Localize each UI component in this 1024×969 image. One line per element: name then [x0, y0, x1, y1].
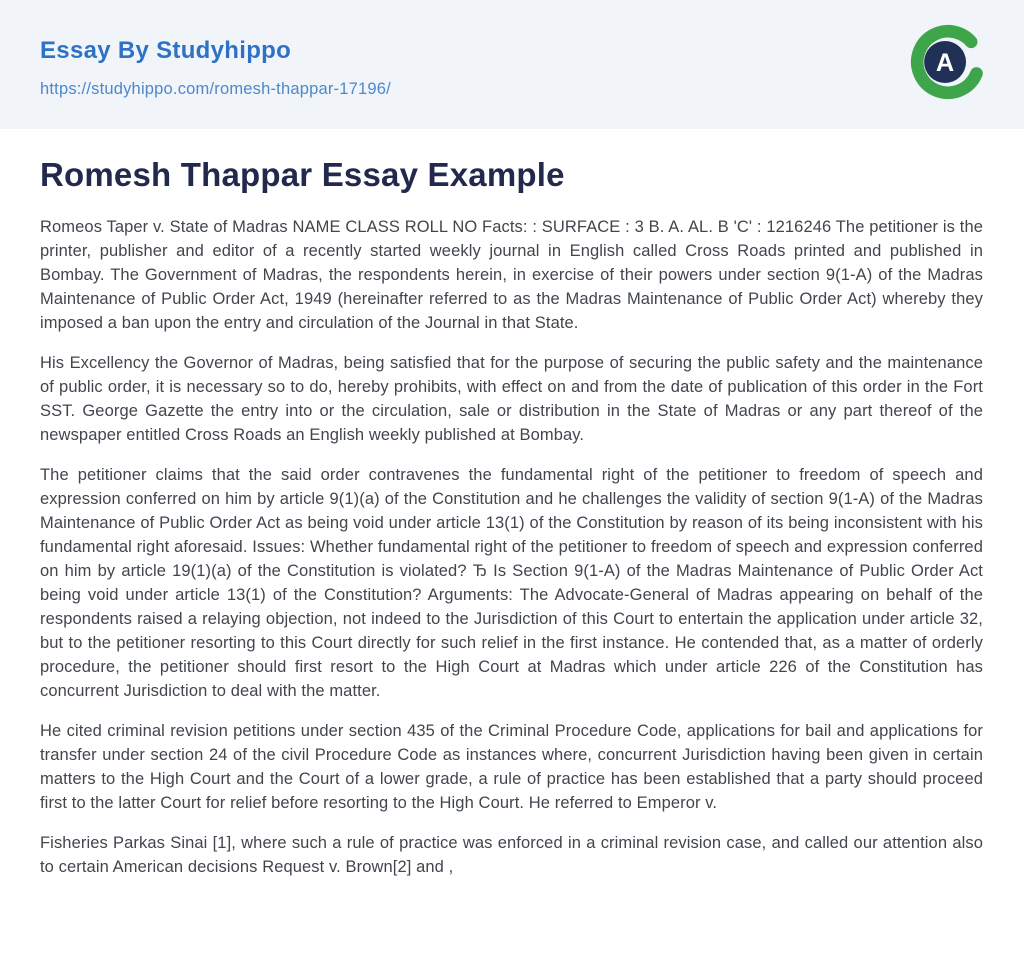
- logo-graphic: [909, 23, 987, 101]
- article-paragraphs: [40, 215, 983, 879]
- studyhippo-logo-icon: [909, 23, 987, 101]
- source-url-link[interactable]: https://studyhippo.com/romesh-thappar-17196/: [40, 80, 391, 99]
- page-header: [0, 0, 1024, 129]
- paragraph: The petitioner claims that the said order contravenes the fundamental right of the petitioner to freedom of speech and expression conferred on him by article 9(1)(a) of the Constitution and he challenges the validity of section 9(1-A) of the Madras Maintenance of Public Order Act as being void under article 13(1) of the Constitution by reason of its being inconsistent with his fundamental right aforesaid. Issues: Whether fundamental right of the petitioner to freedom of speech and expression conferred on him by article 19(1)(a) of the Constitution is violated? Ђ Is Section 9(1-A) of the Madras Maintenance of Public Order Act being void under article 13(1) of the Constitution? Arguments: The Advocate-General of Madras appearing on behalf of the respondents raised a relaying objection, not indeed to the Jurisdiction of this Court to entertain the application under article 32, but to the petitioner resorting to this Court directly for such relief in the first instance. He contended that, as a matter of orderly procedure, the petitioner should first resort to the High Court at Madras which under article 226 of the Constitution has concurrent Jurisdiction to deal with the matter.: [40, 465, 983, 700]
- page-title: Romesh Thappar Essay Example: [40, 156, 565, 193]
- paragraph: Romeos Taper v. State of Madras NAME CLASS ROLL NO Facts: : SURFACE : 3 B. A. AL. B 'C' : 1216246 The petitioner is the printer, publisher and editor of a recently started weekly journal in English called Cross Roads printed and published in Bombay. The Government of Madras, the respondents herein, in exercise of their powers under section 9(1-A) of the Madras Maintenance of Public Order Act, 1949 (hereinafter referred to as the Madras Maintenance of Public Order Act) whereby they imposed a ban upon the entry and circulation of the Journal in that State.: [40, 217, 983, 332]
- paragraph: Fisheries Parkas Sinai [1], where such a rule of practice was enforced in a criminal revision case, and called our attention also to certain American decisions Request v. Brown[2] and ,: [40, 833, 983, 876]
- site-title: Essay By Studyhippo: [40, 37, 292, 64]
- paragraph: He cited criminal revision petitions under section 435 of the Criminal Procedure Code, applications for bail and applications for transfer under section 24 of the civil Procedure Code as instances where, concurrent Jurisdiction having been given in certain matters to the High Court and the Court of a lower grade, a rule of practice has been established that a party should proceed first to the latter Court for relief before resorting to the High Court. He referred to Emperor v.: [40, 721, 983, 812]
- paragraph: His Excellency the Governor of Madras, being satisfied that for the purpose of securing the public safety and the maintenance of public order, it is necessary so to do, hereby prohibits, with effect on and from the date of publication of this order in the Fort SST. George Gazette the entry into or the circulation, sale or distribution in the State of Madras or any part thereof of the newspaper entitled Cross Roads an English weekly published at Bombay.: [40, 353, 983, 444]
- logo-letter: A: [935, 48, 955, 77]
- article-body: [0, 129, 1024, 909]
